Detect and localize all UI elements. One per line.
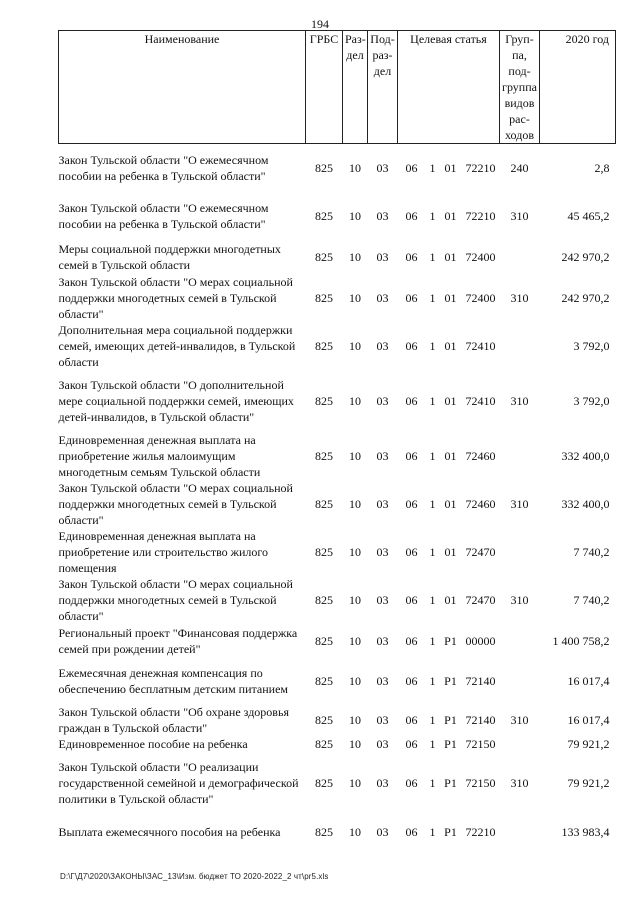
- row-razdel: 10: [349, 208, 361, 223]
- row-name: Закон Тульской области "Об охране здоровья граждан в Тульской области": [58, 704, 289, 735]
- row-target-t1: 06: [405, 544, 418, 559]
- row-razdel: 10: [349, 736, 361, 751]
- row-target-t4: 72410: [465, 393, 496, 408]
- row-target: [398, 144, 500, 192]
- row-grbs: 825: [315, 633, 333, 648]
- row-razdel: 10: [349, 544, 361, 559]
- header-group: Груп-па, под-группа видов рас-ходов: [500, 31, 540, 144]
- row-grbs: 825: [315, 249, 333, 264]
- row-target-t1: 06: [405, 160, 418, 175]
- row-target-t3: P1: [444, 736, 457, 751]
- row-group: 310: [510, 393, 529, 408]
- row-name: Закон Тульской области "О дополнительной мере социальной поддержки семей, имеющих детей-инвалидов, в Тульской области": [58, 377, 294, 424]
- row-amount: 79 921,2: [567, 736, 610, 751]
- row-group: [500, 432, 540, 480]
- row-target: [398, 240, 500, 274]
- row-target: [398, 658, 500, 704]
- row-target-t1: 06: [405, 712, 418, 727]
- row-group: [500, 240, 540, 274]
- row-name: Закон Тульской области "О реализации государственной семейной и демографической политики в Тульской области": [58, 759, 299, 806]
- row-target: [398, 432, 500, 480]
- row-target: [398, 704, 500, 736]
- row-target-t4: 72410: [465, 338, 496, 353]
- header-target: Целевая статья: [398, 31, 500, 144]
- row-target-t4: 72140: [465, 673, 496, 688]
- table-row: [59, 144, 616, 192]
- row-target-t1: 06: [405, 736, 418, 751]
- row-target: [398, 576, 500, 624]
- table-row: [59, 814, 616, 850]
- row-podrazdel: 03: [376, 592, 389, 607]
- row-target-t3: 01: [444, 544, 457, 559]
- row-podrazdel: 03: [376, 824, 389, 839]
- row-amount: 16 017,4: [567, 673, 610, 688]
- row-podrazdel: 03: [376, 208, 389, 223]
- row-name: Закон Тульской области "О мерах социальной поддержки многодетных семей в Тульской области": [58, 274, 293, 321]
- row-target-t4: 72460: [465, 496, 496, 511]
- row-target-t4: 72210: [465, 824, 496, 839]
- table-row: [59, 736, 616, 752]
- table-row: [59, 704, 616, 736]
- row-target-t2: 1: [429, 496, 436, 511]
- row-amount: 1 400 758,2: [552, 633, 610, 648]
- row-target-t3: 01: [444, 290, 457, 305]
- row-target-t2: 1: [429, 544, 436, 559]
- table-row: [59, 658, 616, 704]
- row-target-t1: 06: [405, 775, 418, 790]
- row-target: [398, 736, 500, 752]
- row-group: 240: [510, 160, 529, 175]
- row-target-t3: 01: [444, 393, 457, 408]
- footer-file-path: D:\Г\Д7\2020\ЗАКОНЫ\ЗАС_13\Изм. бюджет ТО 2020-2022_2 чт\pr5.xls: [60, 872, 329, 881]
- row-target-t1: 06: [405, 592, 418, 607]
- row-target-t2: 1: [429, 824, 436, 839]
- row-group: 310: [510, 290, 529, 305]
- row-target-t1: 06: [405, 338, 418, 353]
- row-group: [500, 322, 540, 370]
- row-grbs: 825: [315, 736, 333, 751]
- row-name: Меры социальной поддержки многодетных семей в Тульской области: [58, 241, 281, 272]
- table-row: [59, 274, 616, 322]
- row-grbs: 825: [315, 338, 333, 353]
- row-amount: 7 740,2: [573, 592, 610, 607]
- row-group: [500, 528, 540, 576]
- row-group: [500, 658, 540, 704]
- row-amount: 3 792,0: [573, 393, 610, 408]
- row-target-t3: P1: [444, 633, 457, 648]
- row-name: Закон Тульской области "О ежемесячном пособии на ребенка в Тульской области": [58, 200, 269, 231]
- row-target-t4: 72460: [465, 448, 496, 463]
- row-podrazdel: 03: [376, 448, 389, 463]
- row-target-t2: 1: [429, 712, 436, 727]
- row-target-t4: 72210: [465, 208, 496, 223]
- row-target-t2: 1: [429, 736, 436, 751]
- row-target-t3: 01: [444, 448, 457, 463]
- row-amount: 332 400,0: [561, 448, 610, 463]
- row-target: [398, 528, 500, 576]
- row-grbs: 825: [315, 496, 333, 511]
- row-target-t3: 01: [444, 160, 457, 175]
- row-razdel: 10: [349, 338, 361, 353]
- page-number: 194: [311, 17, 329, 31]
- row-name: Закон Тульской области "О ежемесячном пособии на ребенка в Тульской области": [58, 152, 269, 183]
- row-group: [500, 624, 540, 658]
- row-target: [398, 752, 500, 814]
- row-target-t3: 01: [444, 208, 457, 223]
- row-group: 310: [510, 775, 529, 790]
- row-group: [500, 736, 540, 752]
- header-podrazdel: Под-раз-дел: [368, 31, 398, 144]
- row-podrazdel: 03: [376, 249, 389, 264]
- budget-table: [58, 30, 616, 850]
- row-target-t4: 72400: [465, 290, 496, 305]
- row-target-t2: 1: [429, 393, 436, 408]
- row-grbs: 825: [315, 448, 333, 463]
- row-amount: 7 740,2: [573, 544, 610, 559]
- row-group: 310: [510, 496, 529, 511]
- row-target-t1: 06: [405, 496, 418, 511]
- row-target: [398, 192, 500, 240]
- row-group: 310: [510, 592, 529, 607]
- row-podrazdel: 03: [376, 544, 389, 559]
- row-target: [398, 624, 500, 658]
- row-grbs: 825: [315, 673, 333, 688]
- row-target-t2: 1: [429, 338, 436, 353]
- row-razdel: 10: [349, 592, 361, 607]
- row-name: Единовременное пособие на ребенка: [58, 736, 248, 751]
- row-target: [398, 480, 500, 528]
- row-razdel: 10: [349, 633, 361, 648]
- row-grbs: 825: [315, 393, 333, 408]
- row-amount: 3 792,0: [573, 338, 610, 353]
- row-grbs: 825: [315, 160, 333, 175]
- table-row: [59, 624, 616, 658]
- row-razdel: 10: [349, 393, 361, 408]
- row-target-t2: 1: [429, 160, 436, 175]
- row-podrazdel: 03: [376, 775, 389, 790]
- row-grbs: 825: [315, 712, 333, 727]
- table-row: [59, 752, 616, 814]
- row-name: Единовременная денежная выплата на приобретение жилья малоимущим многодетным семьям Тульской области: [58, 432, 261, 479]
- table-row: [59, 576, 616, 624]
- row-target-t3: 01: [444, 249, 457, 264]
- row-name: Закон Тульской области "О мерах социальной поддержки многодетных семей в Тульской области": [58, 480, 293, 527]
- row-target-t2: 1: [429, 775, 436, 790]
- row-amount: 2,8: [594, 160, 610, 175]
- row-target-t1: 06: [405, 249, 418, 264]
- row-target: [398, 274, 500, 322]
- row-target-t4: 72150: [465, 775, 496, 790]
- row-target-t1: 06: [405, 393, 418, 408]
- row-target-t1: 06: [405, 290, 418, 305]
- row-name: Единовременная денежная выплата на приобретение или строительство жилого помещения: [58, 528, 268, 575]
- row-target-t4: 72470: [465, 592, 496, 607]
- row-target-t1: 06: [405, 673, 418, 688]
- row-target-t2: 1: [429, 633, 436, 648]
- row-name: Дополнительная мера социальной поддержки семей, имеющих детей-инвалидов, в Тульской области: [58, 322, 296, 369]
- row-amount: 332 400,0: [561, 496, 610, 511]
- row-name: Ежемесячная денежная компенсация по обеспечению бесплатным детским питанием: [58, 665, 288, 696]
- row-podrazdel: 03: [376, 633, 389, 648]
- row-name: Региональный проект "Финансовая поддержка семей при рождении детей": [58, 625, 298, 656]
- row-grbs: 825: [315, 824, 333, 839]
- row-grbs: 825: [315, 544, 333, 559]
- row-amount: 133 983,4: [561, 824, 610, 839]
- row-target-t2: 1: [429, 208, 436, 223]
- row-target-t3: 01: [444, 592, 457, 607]
- row-target-t4: 72210: [465, 160, 496, 175]
- row-grbs: 825: [315, 290, 333, 305]
- row-target-t4: 72150: [465, 736, 496, 751]
- row-razdel: 10: [349, 775, 361, 790]
- row-target-t3: P1: [444, 673, 457, 688]
- row-target: [398, 814, 500, 850]
- row-target-t3: 01: [444, 496, 457, 511]
- row-target-t1: 06: [405, 448, 418, 463]
- row-name: Выплата ежемесячного пособия на ребенка: [58, 824, 281, 839]
- row-target-t4: 00000: [465, 633, 496, 648]
- row-razdel: 10: [349, 249, 361, 264]
- header-grbs: ГРБС: [306, 31, 343, 144]
- table-row: [59, 370, 616, 432]
- row-target: [398, 370, 500, 432]
- row-target-t3: P1: [444, 775, 457, 790]
- row-podrazdel: 03: [376, 496, 389, 511]
- row-target: [398, 322, 500, 370]
- row-amount: 79 921,2: [567, 775, 610, 790]
- table-row: [59, 192, 616, 240]
- row-name: Закон Тульской области "О мерах социальной поддержки многодетных семей в Тульской области": [58, 576, 293, 623]
- row-amount: 45 465,2: [567, 208, 610, 223]
- row-target-t1: 06: [405, 824, 418, 839]
- row-target-t1: 06: [405, 208, 418, 223]
- row-razdel: 10: [349, 448, 361, 463]
- row-podrazdel: 03: [376, 673, 389, 688]
- row-target-t3: P1: [444, 712, 457, 727]
- row-amount: 242 970,2: [561, 290, 610, 305]
- row-group: 310: [510, 712, 529, 727]
- row-target-t3: 01: [444, 338, 457, 353]
- row-podrazdel: 03: [376, 290, 389, 305]
- row-podrazdel: 03: [376, 712, 389, 727]
- row-target-t2: 1: [429, 290, 436, 305]
- table-row: [59, 432, 616, 480]
- row-razdel: 10: [349, 160, 361, 175]
- row-podrazdel: 03: [376, 393, 389, 408]
- row-grbs: 825: [315, 775, 333, 790]
- row-target-t3: P1: [444, 824, 457, 839]
- row-amount: 242 970,2: [561, 249, 610, 264]
- row-grbs: 825: [315, 592, 333, 607]
- row-target-t2: 1: [429, 592, 436, 607]
- row-podrazdel: 03: [376, 338, 389, 353]
- row-target-t4: 72140: [465, 712, 496, 727]
- row-target-t4: 72400: [465, 249, 496, 264]
- row-target-t2: 1: [429, 448, 436, 463]
- row-grbs: 825: [315, 208, 333, 223]
- row-podrazdel: 03: [376, 736, 389, 751]
- row-amount: 16 017,4: [567, 712, 610, 727]
- header-year: 2020 год: [540, 31, 616, 144]
- header-name: Наименование: [59, 31, 306, 144]
- row-group: [500, 814, 540, 850]
- row-razdel: 10: [349, 824, 361, 839]
- row-razdel: 10: [349, 673, 361, 688]
- row-target-t2: 1: [429, 249, 436, 264]
- table-row: [59, 480, 616, 528]
- row-group: 310: [510, 208, 529, 223]
- table-row: [59, 322, 616, 370]
- row-target-t4: 72470: [465, 544, 496, 559]
- table-header-row: [59, 31, 616, 144]
- row-target-t1: 06: [405, 633, 418, 648]
- header-razdel: Раз-дел: [343, 31, 368, 144]
- row-podrazdel: 03: [376, 160, 389, 175]
- row-razdel: 10: [349, 496, 361, 511]
- table-row: [59, 240, 616, 274]
- row-razdel: 10: [349, 712, 361, 727]
- row-target-t2: 1: [429, 673, 436, 688]
- row-razdel: 10: [349, 290, 361, 305]
- table-row: [59, 528, 616, 576]
